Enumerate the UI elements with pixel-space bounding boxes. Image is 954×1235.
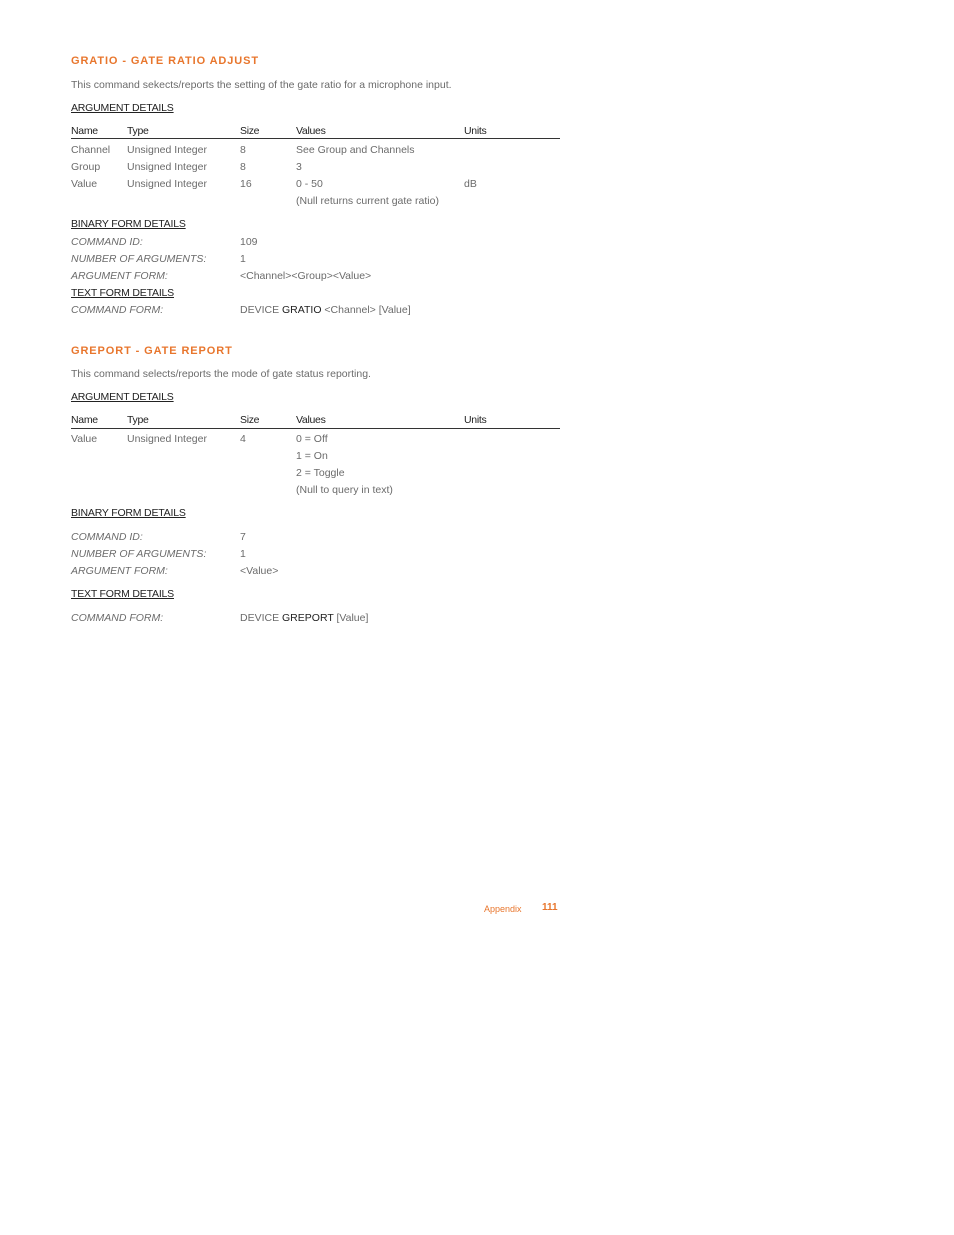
greport-value-line: (Null to query in text) xyxy=(296,484,393,496)
gratio-row-values: 0 - 50 xyxy=(296,178,323,190)
greport-row-values: 0 = Off xyxy=(296,433,328,445)
greport-col-size: Size xyxy=(240,414,260,426)
gratio-col-units: Units xyxy=(464,125,487,137)
gratio-text-heading: TEXT FORM DETAILS xyxy=(71,287,174,299)
command-form-prefix: DEVICE xyxy=(240,612,280,624)
gratio-arg-form-label: ARGUMENT FORM: xyxy=(71,270,168,282)
gratio-arg-form: <Channel><Group><Value> xyxy=(240,270,372,282)
gratio-row-size: 16 xyxy=(240,178,252,190)
gratio-command-form xyxy=(240,304,411,316)
greport-table-rule xyxy=(71,428,560,429)
greport-binary-heading: BINARY FORM DETAILS xyxy=(71,507,186,519)
gratio-num-args: 1 xyxy=(240,253,246,265)
gratio-table-rule xyxy=(71,138,560,139)
gratio-row-type: Unsigned Integer xyxy=(127,144,207,156)
greport-col-values: Values xyxy=(296,414,326,426)
gratio-row-values: See Group and Channels xyxy=(296,144,415,156)
greport-arg-form-label: ARGUMENT FORM: xyxy=(71,565,168,577)
command-form-suffix: [Value] xyxy=(336,612,369,624)
gratio-row-units: dB xyxy=(464,178,477,190)
greport-command-id: 7 xyxy=(240,531,246,543)
greport-row-size: 4 xyxy=(240,433,246,445)
gratio-command-id-label: COMMAND ID: xyxy=(71,236,143,248)
gratio-description: This command sekects/reports the setting of the gate ratio for a microphone input. xyxy=(71,79,452,91)
greport-value-line: 1 = On xyxy=(296,450,328,462)
gratio-col-type: Type xyxy=(127,125,149,137)
greport-num-args-label: NUMBER OF ARGUMENTS: xyxy=(71,548,207,560)
greport-col-name: Name xyxy=(71,414,98,426)
gratio-row-name: Value xyxy=(71,178,98,190)
gratio-binary-heading: BINARY FORM DETAILS xyxy=(71,218,186,230)
page-number: 111 xyxy=(542,902,558,913)
greport-value-line: 2 = Toggle xyxy=(296,467,345,479)
gratio-col-size: Size xyxy=(240,125,260,137)
gratio-row-values: 3 xyxy=(296,161,302,173)
command-form-keyword: GRATIO xyxy=(282,304,322,316)
gratio-value-note: (Null returns current gate ratio) xyxy=(296,195,439,207)
gratio-command-form-label: COMMAND FORM: xyxy=(71,304,164,316)
greport-description: This command selects/reports the mode of gate status reporting. xyxy=(71,368,371,380)
gratio-row-size: 8 xyxy=(240,144,246,156)
greport-title: GREPORT - GATE REPORT xyxy=(71,345,233,357)
greport-row-name: Value xyxy=(71,433,98,445)
greport-text-heading: TEXT FORM DETAILS xyxy=(71,588,174,600)
greport-row-type: Unsigned Integer xyxy=(127,433,207,445)
command-form-keyword: GREPORT xyxy=(282,612,334,624)
gratio-argument-heading: ARGUMENT DETAILS xyxy=(71,102,174,114)
greport-col-units: Units xyxy=(464,414,487,426)
gratio-row-size: 8 xyxy=(240,161,246,173)
gratio-num-args-label: NUMBER OF ARGUMENTS: xyxy=(71,253,207,265)
gratio-command-id: 109 xyxy=(240,236,258,248)
gratio-col-name: Name xyxy=(71,125,98,137)
footer-section-label: Appendix xyxy=(484,904,522,914)
gratio-row-name: Group xyxy=(71,161,101,173)
command-form-suffix: <Channel> [Value] xyxy=(324,304,411,316)
greport-arg-form: <Value> xyxy=(240,565,279,577)
gratio-row-type: Unsigned Integer xyxy=(127,178,207,190)
command-form-prefix: DEVICE xyxy=(240,304,280,316)
greport-command-form-label: COMMAND FORM: xyxy=(71,612,164,624)
gratio-col-values: Values xyxy=(296,125,326,137)
greport-col-type: Type xyxy=(127,414,149,426)
gratio-row-name: Channel xyxy=(71,144,111,156)
greport-command-form xyxy=(240,612,368,624)
greport-argument-heading: ARGUMENT DETAILS xyxy=(71,391,174,403)
greport-command-id-label: COMMAND ID: xyxy=(71,531,143,543)
gratio-row-type: Unsigned Integer xyxy=(127,161,207,173)
greport-num-args: 1 xyxy=(240,548,246,560)
gratio-title: GRATIO - GATE RATIO ADJUST xyxy=(71,55,259,67)
